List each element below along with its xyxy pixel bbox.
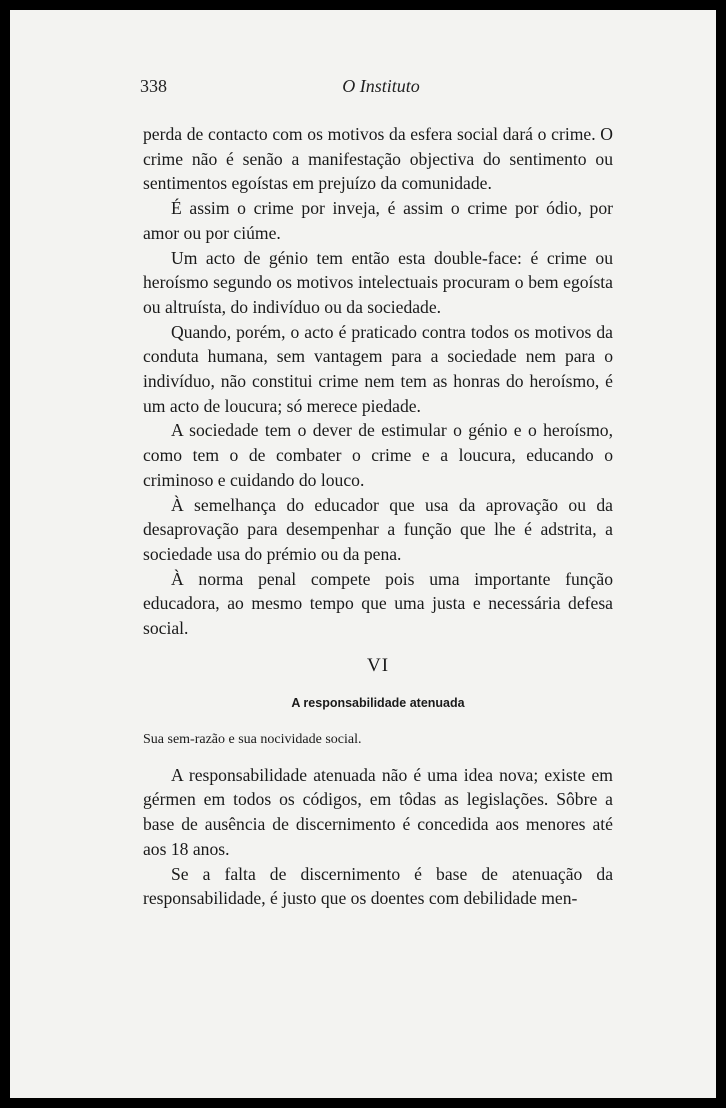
running-title: O Instituto <box>342 76 420 96</box>
page-header <box>140 76 622 100</box>
paragraph: À norma penal compete pois uma importante função educadora, ao mesmo tempo que uma justa e necessária defesa social. <box>143 568 613 639</box>
paragraph: É assim o crime por inveja, é assim o crime por ódio, por amor ou por ciúme. <box>143 198 613 243</box>
paragraph: Quando, porém, o acto é praticado contra todos os motivos da conduta humana, sem vantagem para a sociedade nem para o indivíduo, não constitui crime nem tem as honras do heroísmo, é um acto de loucura; só merece piedade. <box>143 321 613 416</box>
paragraph: perda de contacto com os motivos da esfera social dará o crime. O crime não é senão a manifestação objectiva do sentimento ou sentimentos egoístas em prejuízo da comunidade. <box>143 124 613 194</box>
paragraph: Se a falta de discernimento é base de atenuação da responsabilidade, é justo que os doentes com debilidade men- <box>143 863 613 909</box>
section-number: VI <box>366 654 390 676</box>
paragraph: A sociedade tem o dever de estimular o génio e o heroísmo, como tem o de combater o crime e a loucura, educando o criminoso e cuidando do louco. <box>143 420 613 490</box>
page-number: 338 <box>140 76 167 96</box>
paragraph: A responsabilidade atenuada não é uma idea nova; existe em gérmen em todos os códigos, em tôdas as legislações. Sôbre a base de ausência de discernimento é concedida aos menores até aos 18 anos. <box>143 764 613 859</box>
paragraph: À semelhança do educador que usa da aprovação ou da desaprovação para desempenhar a função que lhe é adstrita, a sociedade usa do prémio ou da pena. <box>143 494 613 564</box>
section-summary: Sua sem-razão e sua nocividade social. <box>143 731 362 747</box>
section-title: A responsabilidade atenuada <box>291 695 465 710</box>
book-page <box>10 10 716 1098</box>
paragraph: Um acto de génio tem então esta double-face: é crime ou heroísmo segundo os motivos intelectuais procuram o bem egoísta ou altruísta, do indivíduo ou da sociedade. <box>143 247 613 317</box>
body-text <box>143 122 613 911</box>
